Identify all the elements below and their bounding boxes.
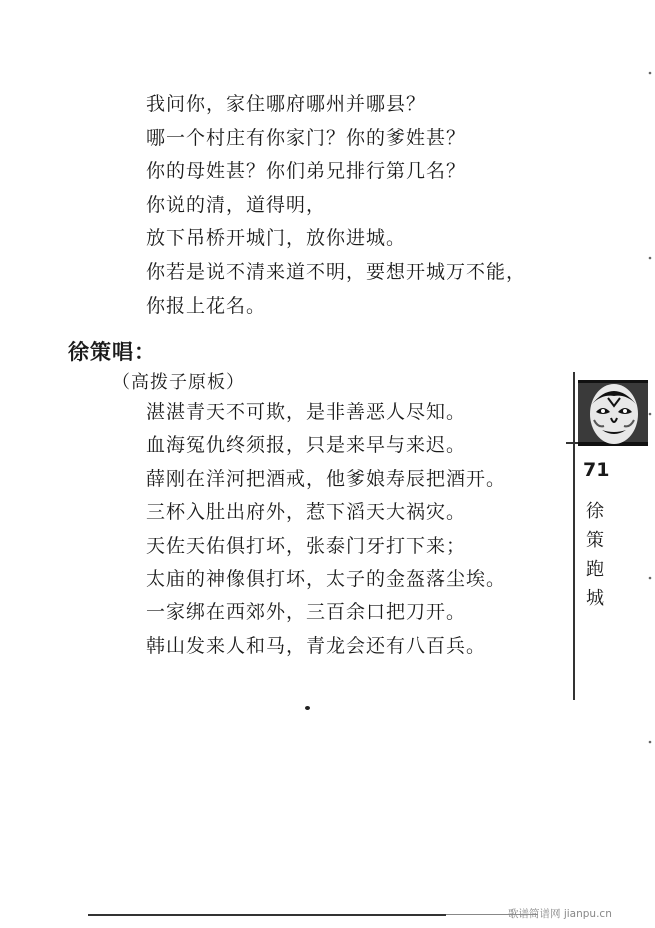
verse-line-1: 我问你，家住哪府哪州并哪县？	[146, 93, 427, 115]
song-line-5: 天佐天佑俱打坏，张泰门牙打下来；	[146, 534, 467, 557]
verse-line-2: 哪一个村庄有你家门？你的爹姓甚？	[146, 126, 467, 149]
verse-line-5: 放下吊桥开城门，放你进城。	[146, 227, 407, 250]
verse-block	[146, 88, 546, 323]
ornament-dot	[305, 706, 310, 710]
side-running-title: 徐策跑城	[586, 501, 604, 609]
song-line-3: 薛刚在洋河把酒戒，他爹娘寿辰把酒开。	[146, 467, 507, 490]
song-line-2: 血海冤仇终须报，只是来早与来迟。	[146, 434, 467, 457]
watermark-text: 歌谱简谱网 jianpu.cn	[508, 908, 612, 920]
opera-mask-icon	[578, 376, 648, 458]
verse-line-6: 你若是说不清来道不明，要想开城万不能，	[146, 260, 527, 283]
song-line-8: 韩山发来人和马，青龙会还有八百兵。	[146, 634, 487, 657]
tune-label: （高拨子原板）	[112, 372, 245, 393]
edge-dots	[645, 0, 655, 928]
song-line-4: 三杯入肚出府外，惹下滔天大祸灾。	[146, 501, 467, 524]
speaker-heading: 徐策唱：	[68, 340, 156, 364]
song-line-7: 一家绑在西郊外，三百余口把刀开。	[146, 601, 467, 624]
bottom-rule	[88, 914, 446, 916]
song-line-1: 湛湛青天不可欺，是非善恶人尽知。	[146, 401, 467, 423]
page-number: 71	[583, 459, 610, 481]
side-vertical-rule	[573, 372, 575, 700]
verse-line-3: 你的母姓甚？你们弟兄排行第几名？	[146, 160, 467, 183]
verse-line-7: 你报上花名。	[146, 294, 267, 317]
verse-line-4: 你说的清，道得明，	[146, 193, 327, 216]
song-line-6: 太庙的神像俱打坏，太子的金盔落尘埃。	[146, 568, 507, 591]
song-block	[146, 396, 546, 663]
